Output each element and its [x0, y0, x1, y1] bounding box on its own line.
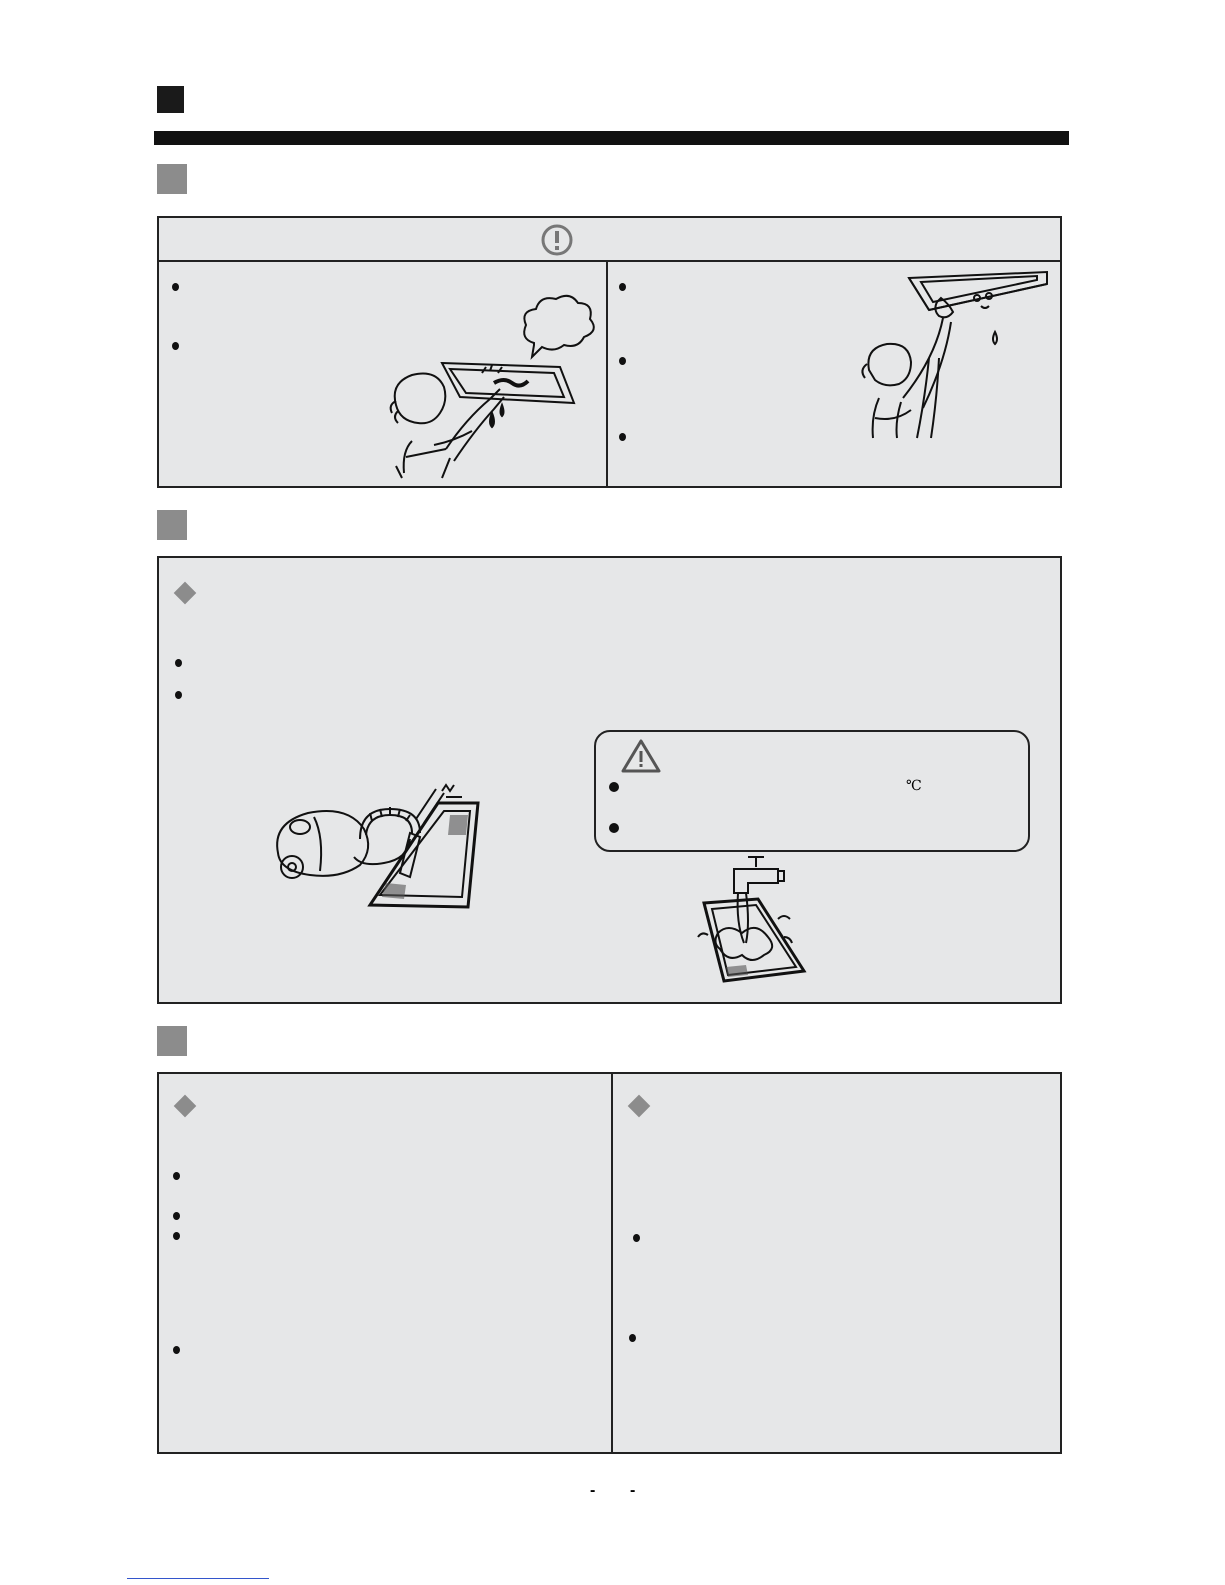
caution-column-divider — [606, 260, 608, 486]
bullet-dot-icon — [633, 1234, 640, 1242]
diamond-icon — [174, 1095, 197, 1118]
bullet-dot-icon — [173, 1232, 180, 1240]
bullet-dot-icon — [173, 1212, 180, 1220]
bullet-dot-icon — [619, 283, 626, 291]
seasonal-maintenance-panel — [157, 1072, 1062, 1454]
diamond-icon — [628, 1095, 651, 1118]
bullet-dot-icon — [609, 823, 619, 833]
section-1-marker-icon — [157, 164, 187, 194]
bullet-dot-icon — [172, 342, 179, 350]
title-rule — [154, 131, 1069, 145]
bullet-dot-icon — [173, 1172, 180, 1180]
page-number-dash-left: - — [590, 1482, 596, 1499]
bullet-dot-icon — [175, 691, 182, 699]
bullet-dot-icon — [619, 357, 626, 365]
footer-link-underline[interactable] — [127, 1578, 269, 1579]
person-touching-filter-illustration — [374, 273, 604, 483]
exclamation-circle-icon — [540, 223, 574, 257]
person-wiping-filter-illustration — [829, 268, 1059, 453]
temperature-unit: ℃ — [906, 778, 922, 794]
warning-box — [594, 730, 1030, 852]
bullet-dot-icon — [629, 1334, 636, 1342]
washing-filter-under-faucet-illustration — [694, 853, 834, 993]
section-3-marker-icon — [157, 1026, 187, 1056]
section-2-marker-icon — [157, 510, 187, 540]
caution-header-divider — [159, 260, 1060, 262]
warning-triangle-icon — [621, 739, 661, 773]
bullet-dot-icon — [175, 659, 182, 667]
bullet-dot-icon — [609, 782, 619, 792]
caution-panel — [157, 216, 1062, 488]
title-marker-icon — [157, 86, 184, 113]
filter-cleaning-panel — [157, 556, 1062, 1004]
vacuum-cleaning-filter-illustration — [274, 783, 484, 923]
bullet-dot-icon — [172, 283, 179, 291]
diamond-icon — [174, 582, 197, 605]
page-number-dash-right: - — [630, 1482, 636, 1499]
bullet-dot-icon — [173, 1346, 180, 1354]
maintenance-column-divider — [611, 1074, 613, 1452]
bullet-dot-icon — [619, 433, 626, 441]
